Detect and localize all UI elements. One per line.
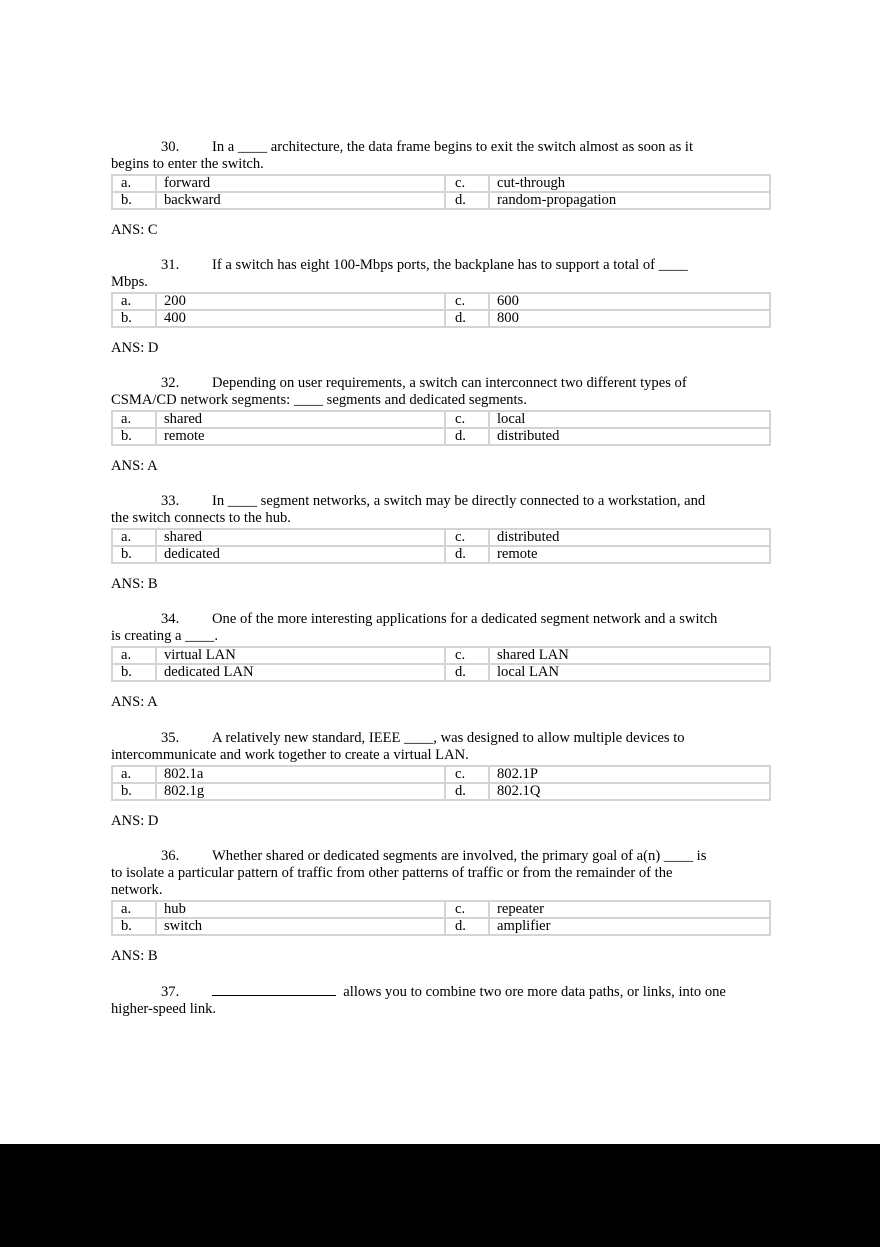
table-row (112, 901, 770, 918)
table-row (112, 529, 770, 546)
question-stem: 34. One of the more interesting applications for a dedicated segment network and a switch (161, 611, 718, 627)
choice-b: remote (156, 428, 445, 445)
choice-label-c: c. (445, 901, 489, 918)
choice-label-c: c. (445, 175, 489, 192)
fill-in-blank (212, 983, 336, 996)
answer: ANS: A (111, 458, 158, 474)
choice-label-b: b. (112, 192, 156, 209)
question-number: 34. (161, 611, 180, 627)
answer: ANS: B (111, 576, 158, 592)
choice-label-a: a. (112, 411, 156, 428)
question-stem: 30. In a ____ architecture, the data frame begins to exit the switch almost as soon as it (161, 139, 694, 155)
choice-label-d: d. (445, 918, 489, 935)
table-row (112, 918, 770, 935)
choice-label-c: c. (445, 766, 489, 783)
choice-label-b: b. (112, 664, 156, 681)
choice-a: shared (156, 529, 445, 546)
choice-c: local (489, 411, 770, 428)
table-row (112, 310, 770, 327)
choice-b: switch (156, 918, 445, 935)
choice-label-d: d. (445, 664, 489, 681)
choice-a: forward (156, 175, 445, 192)
answer: ANS: B (111, 948, 158, 964)
question-stem: 33. In ____ segment networks, a switch may be directly connected to a workstation, and (161, 493, 706, 509)
answer: ANS: D (111, 340, 159, 356)
choices-table (111, 646, 771, 682)
choice-label-d: d. (445, 192, 489, 209)
choice-d: random-propagation (489, 192, 770, 209)
choice-d: remote (489, 546, 770, 563)
bottom-black-bar (0, 1144, 880, 1247)
choice-label-a: a. (112, 293, 156, 310)
table-row (112, 192, 770, 209)
choice-c: distributed (489, 529, 770, 546)
choice-label-c: c. (445, 647, 489, 664)
choice-label-b: b. (112, 918, 156, 935)
question-number: 30. (161, 139, 180, 155)
table-row (112, 546, 770, 563)
question-36: 36. Whether shared or dedicated segments are involved, the primary goal of a(n) ____ is to isolate a particular pattern of traffic from other patterns of traffic or from the remainder of the network. a. hub c. repeater b. switch d. amplifier ANS: B (111, 848, 771, 965)
question-32: 32. Depending on user requirements, a switch can interconnect two different types of CSMA/CD network segments: ____ segments and dedicated segments. a. shared c. local b. remote d. distributed ANS: A (111, 375, 771, 475)
table-row (112, 783, 770, 800)
question-number: 36. (161, 848, 180, 864)
choices-table (111, 174, 771, 210)
choice-label-a: a. (112, 766, 156, 783)
choice-c: shared LAN (489, 647, 770, 664)
question-stem: 31. If a switch has eight 100-Mbps ports, the backplane has to support a total of ____ (161, 257, 688, 273)
table-row (112, 293, 770, 310)
choice-label-b: b. (112, 428, 156, 445)
table-row (112, 766, 770, 783)
answer: ANS: C (111, 222, 158, 238)
choice-b: backward (156, 192, 445, 209)
choice-b: dedicated LAN (156, 664, 445, 681)
choice-label-a: a. (112, 647, 156, 664)
question-30: 30. In a ____ architecture, the data frame begins to exit the switch almost as soon as it begins to enter the switch. a. forward c. cut-through b. backward d. random-propagation ANS: C (111, 139, 771, 239)
question-number: 37. (161, 984, 180, 1000)
question-33: 33. In ____ segment networks, a switch may be directly connected to a workstation, and the switch connects to the hub. a. shared c. distributed b. dedicated d. remote ANS: B (111, 493, 771, 593)
choice-label-c: c. (445, 529, 489, 546)
choice-b: dedicated (156, 546, 445, 563)
choice-label-d: d. (445, 546, 489, 563)
choice-c: cut-through (489, 175, 770, 192)
choices-table (111, 528, 771, 564)
question-37: 37. allows you to combine two ore more data paths, or links, into one higher-speed link. (111, 983, 771, 1018)
answer: ANS: D (111, 813, 159, 829)
choice-c: repeater (489, 901, 770, 918)
choice-label-d: d. (445, 310, 489, 327)
choices-table (111, 410, 771, 446)
question-35: 35. A relatively new standard, IEEE ____, was designed to allow multiple devices to intercommunicate and work together to create a virtual LAN. a. 802.1a c. 802.1P b. 802.1g d. 802.1Q ANS: D (111, 730, 771, 830)
question-number: 31. (161, 257, 180, 273)
choice-d: local LAN (489, 664, 770, 681)
question-number: 32. (161, 375, 180, 391)
choice-d: amplifier (489, 918, 770, 935)
choice-a: shared (156, 411, 445, 428)
choice-a: virtual LAN (156, 647, 445, 664)
choice-label-b: b. (112, 546, 156, 563)
table-row (112, 428, 770, 445)
choice-label-b: b. (112, 783, 156, 800)
question-31: 31. If a switch has eight 100-Mbps ports, the backplane has to support a total of ____ Mbps. a. 200 c. 600 b. 400 d. 800 ANS: D (111, 257, 771, 357)
question-number: 33. (161, 493, 180, 509)
question-stem: 35. A relatively new standard, IEEE ____, was designed to allow multiple devices to (161, 730, 685, 746)
choice-label-d: d. (445, 428, 489, 445)
choice-label-a: a. (112, 175, 156, 192)
choices-table (111, 765, 771, 801)
question-stem: 36. Whether shared or dedicated segments are involved, the primary goal of a(n) ____ is (161, 848, 707, 864)
choices-table (111, 292, 771, 328)
table-row (112, 664, 770, 681)
table-row (112, 647, 770, 664)
question-34: 34. One of the more interesting applications for a dedicated segment network and a switch is creating a ____. a. virtual LAN c. shared LAN b. dedicated LAN d. local LAN ANS: A (111, 611, 771, 711)
choice-label-b: b. (112, 310, 156, 327)
question-number: 35. (161, 730, 180, 746)
question-stem: 32. Depending on user requirements, a switch can interconnect two different types of (161, 375, 687, 391)
table-row (112, 175, 770, 192)
choice-d: 802.1Q (489, 783, 770, 800)
choice-label-d: d. (445, 783, 489, 800)
choice-a: 200 (156, 293, 445, 310)
choice-d: 800 (489, 310, 770, 327)
choice-d: distributed (489, 428, 770, 445)
question-stem: 37. allows you to combine two ore more data paths, or links, into one (161, 984, 726, 1000)
choice-c: 802.1P (489, 766, 770, 783)
choices-table (111, 900, 771, 936)
choice-a: hub (156, 901, 445, 918)
choice-c: 600 (489, 293, 770, 310)
choice-label-c: c. (445, 411, 489, 428)
choice-a: 802.1a (156, 766, 445, 783)
choice-b: 802.1g (156, 783, 445, 800)
answer: ANS: A (111, 694, 158, 710)
choice-label-a: a. (112, 901, 156, 918)
table-row (112, 411, 770, 428)
choice-b: 400 (156, 310, 445, 327)
choice-label-c: c. (445, 293, 489, 310)
choice-label-a: a. (112, 529, 156, 546)
